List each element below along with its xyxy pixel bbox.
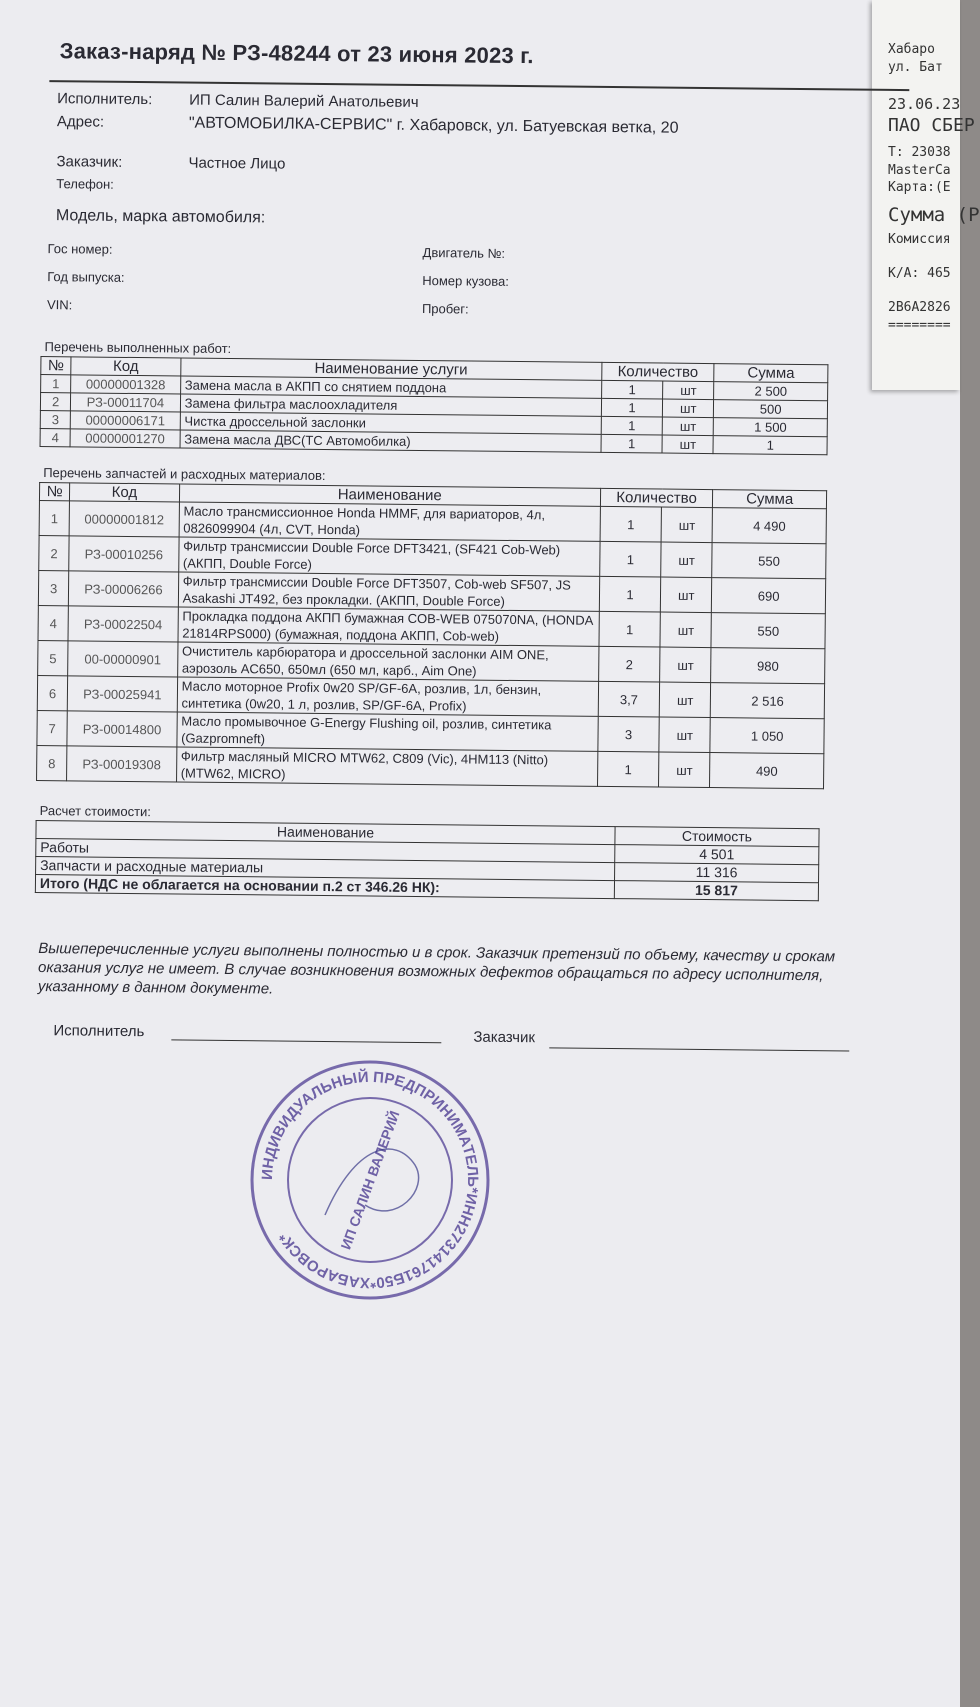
cell: 1 [599,611,661,647]
cell: 1 [599,541,661,577]
cell: 1 500 [714,418,828,437]
cell: 4 [40,429,70,447]
cell: шт [661,577,712,613]
cell: шт [663,399,714,418]
parts-table [36,482,827,789]
info-phone [56,176,878,200]
cell: 11 316 [615,863,819,883]
col-number: № [41,357,71,375]
car-mileage-label: Пробег: [421,301,469,317]
cell: Итого (НДС не облагается на основании п.2 ст 346.26 НК): [35,875,614,899]
customer-signature-line [549,1031,849,1051]
col-code: Код [71,357,181,376]
col-sum: Сумма [714,364,828,383]
info-label: Телефон: [56,176,114,192]
cell: 2 [40,393,70,411]
company-stamp [245,1055,495,1305]
cell: шт [661,542,712,578]
cell: 1 050 [710,718,824,754]
cell: 4 490 [712,508,826,544]
cell: 3 [598,716,660,752]
cell: 980 [711,648,825,684]
works-table [40,356,829,455]
cell: 4 501 [615,845,819,865]
cell: 00000001812 [69,501,179,537]
parts-heading: Перечень запчастей и расходных материалов: [43,465,326,484]
cell: шт [659,752,710,788]
cell: шт [662,435,713,454]
summary-table [35,820,820,901]
stamp-ring-text: ИНДИВИДУАЛЬНЫЙ ПРЕДПРИНИМАТЕЛЬ*ИНН273141761Б50*ХАБАРОВСК* [258,1068,482,1292]
cell: 490 [710,753,824,789]
cell: 2 500 [714,382,828,401]
cell: 4 [38,606,69,641]
receipt-line: Карта:(Е [888,180,951,195]
cell: РЗ-00014800 [67,711,177,747]
cell: Замена фильтра маслоохладителя [180,394,601,416]
info-label: Адрес: [56,113,105,131]
cell: 2 [39,536,70,571]
cell: шт [660,647,711,683]
cell: 1 [601,380,663,399]
car-gos-label: Гос номер: [47,241,113,257]
col-number: № [39,483,69,501]
executor-label: Исполнитель [53,1022,145,1041]
car-engine-label: Двигатель №: [422,245,506,261]
col-name: Наименование [179,484,600,506]
cell: 3 [40,411,70,429]
cell: 00000001328 [71,375,181,394]
cell: РЗ-00010256 [69,536,179,572]
cell: Замена масла в АКПП со снятием поддона [180,376,601,398]
receipt-line: 23.06.23 [888,95,961,113]
col-code: Код [70,483,180,502]
cell: 8 [37,746,68,781]
cell: 1 [600,506,662,542]
cell: 3,7 [598,681,660,717]
cell: шт [659,717,710,753]
cell: РЗ-00022504 [68,606,178,642]
col-quantity: Количество [602,362,715,381]
cell: 00000006171 [70,411,180,430]
cell: Прокладка поддона АКПП бумажная COB-WEB 075070NA, (HONDA 21814RPS000) (бумажная, поддона АКПП, Cob-web) [178,607,599,646]
receipt-line: К/А: 465 [888,266,951,281]
cell: Работы [36,839,615,863]
cell: шт [663,381,714,400]
cell: Очиститель карбюратора и дроссельной заслонки AIM ONE, аэрозоль AC650, 650мл (650 мл, карб., Aim One) [177,642,598,681]
executor-signature-line [171,1023,441,1043]
cell: шт [660,682,711,718]
car-body-label: Номер кузова: [422,273,509,289]
receipt-line: Сумма (Р [888,204,980,226]
receipt-line: MasterCa [888,163,951,178]
receipt-line: Комиссия [888,232,951,247]
cell: Фильтр масляный MICRO MTW62, C809 (Vic), 4HM113 (Nitto) (MTW62, MICRO) [176,747,597,786]
receipt-line: ПАО СБЕР [888,115,975,136]
cell: РЗ-00006266 [69,571,179,607]
cell: шт [660,612,711,648]
cell: 1 [601,434,663,453]
disclaimer-text: Вышеперечисленные услуги выполнены полностью и в срок. Заказчик претензий по объему, качеству и срокам оказания услуг не имеет. В случае возникновения возможных дефектов обращаться по адресу исполнителя, указанному в данном документе. [37,940,836,998]
cell: 1 [597,751,659,787]
col-name: Наименование [36,821,615,845]
cell: Масло промывочное G-Energy Flushing oil, розлив, синтетика (Gazpromneft) [177,712,598,751]
cell: 00000001270 [70,429,180,448]
cell: РЗ-00019308 [67,746,177,782]
col-cost: Стоимость [615,827,819,847]
receipt-line: Т: 23038 [888,145,951,160]
receipt-line: Хабаро [888,42,935,57]
car-year-label: Год выпуска: [47,269,125,285]
info-customer [56,153,878,179]
cell: Чистка дроссельной заслонки [180,412,601,434]
cell: 2 [598,646,660,682]
cell: Фильтр трансмиссии Double Force DFT3507, Cob-web SF507, JS Asakashi JT492, без прокладки. (АКПП, Double Force) [178,572,599,611]
cell: шт [662,417,713,436]
receipt-line: ======== [888,318,951,333]
cell: РЗ-00011704 [71,393,181,412]
cell: 690 [712,578,826,614]
info-label: Заказчик: [56,153,123,171]
info-value: "АВТОМОБИЛКА-СЕРВИС" г. Хабаровск, ул. Батуевская ветка, 20 [188,114,679,137]
table-row [37,746,824,789]
receipt-line: ул. Бат [888,60,943,75]
car-fields [47,235,878,334]
stamp-center-text: ИП САЛИН ВАЛЕРИЙ [337,1108,403,1252]
cell: 1 [39,501,70,536]
col-sum: Сумма [713,490,827,509]
info-value: Частное Лицо [188,154,286,173]
payment-receipt [872,0,980,390]
cell: 5 [38,641,69,676]
cell: 1 [599,576,661,612]
customer-label: Заказчик [473,1028,536,1047]
cell: 1 [713,436,827,455]
cell: 1 [601,398,663,417]
col-name: Наименование услуги [180,358,601,380]
cell: 15 817 [614,881,818,901]
document-title: Заказ-наряд № РЗ-48244 от 23 июня 2023 г. [59,38,534,69]
cell: РЗ-00025941 [67,676,177,712]
cell: Масло моторное Profix 0w20 SP/GF-6A, розлив, 1л, бензин, синтетика (0w20, 1 л, розлив, SP/GF-6A, Profix) [177,677,598,716]
cell: Масло трансмиссионное Honda HMMF, для вариаторов, 4л, 0826099904 (4л, CVT, Honda) [179,502,600,541]
cell: 6 [37,676,68,711]
cell: 3 [38,571,69,606]
cell: 00-00000901 [68,641,178,677]
cell: 1 [41,375,71,393]
car-vin-label: VIN: [46,297,73,313]
cell: Запчасти и расходные материалы [36,857,615,881]
car-heading: Модель, марка автомобиля: [55,207,266,227]
work-order-sheet [29,20,880,1065]
cell: 7 [37,711,68,746]
cell: 550 [711,613,825,649]
cell: шт [661,507,712,543]
info-address [57,113,879,140]
info-executor [57,90,879,116]
cell: 2 516 [711,683,825,719]
info-label: Исполнитель: [57,90,153,109]
cell: 550 [712,543,826,579]
cell: Фильтр трансмиссии Double Force DFT3421, (SF421 Cob-Web) (АКПП, Double Force) [178,537,599,576]
col-quantity: Количество [600,488,713,507]
receipt-line: 2B6A2826 [888,300,951,315]
cell: 500 [714,400,828,419]
summary-heading: Расчет стоимости: [39,803,152,820]
cell: Замена масла ДВС(ТС Автомобилка) [180,430,601,452]
info-value: ИП Салин Валерий Анатольевич [189,91,419,111]
cell: 1 [601,416,663,435]
works-heading: Перечень выполненных работ: [44,339,232,357]
